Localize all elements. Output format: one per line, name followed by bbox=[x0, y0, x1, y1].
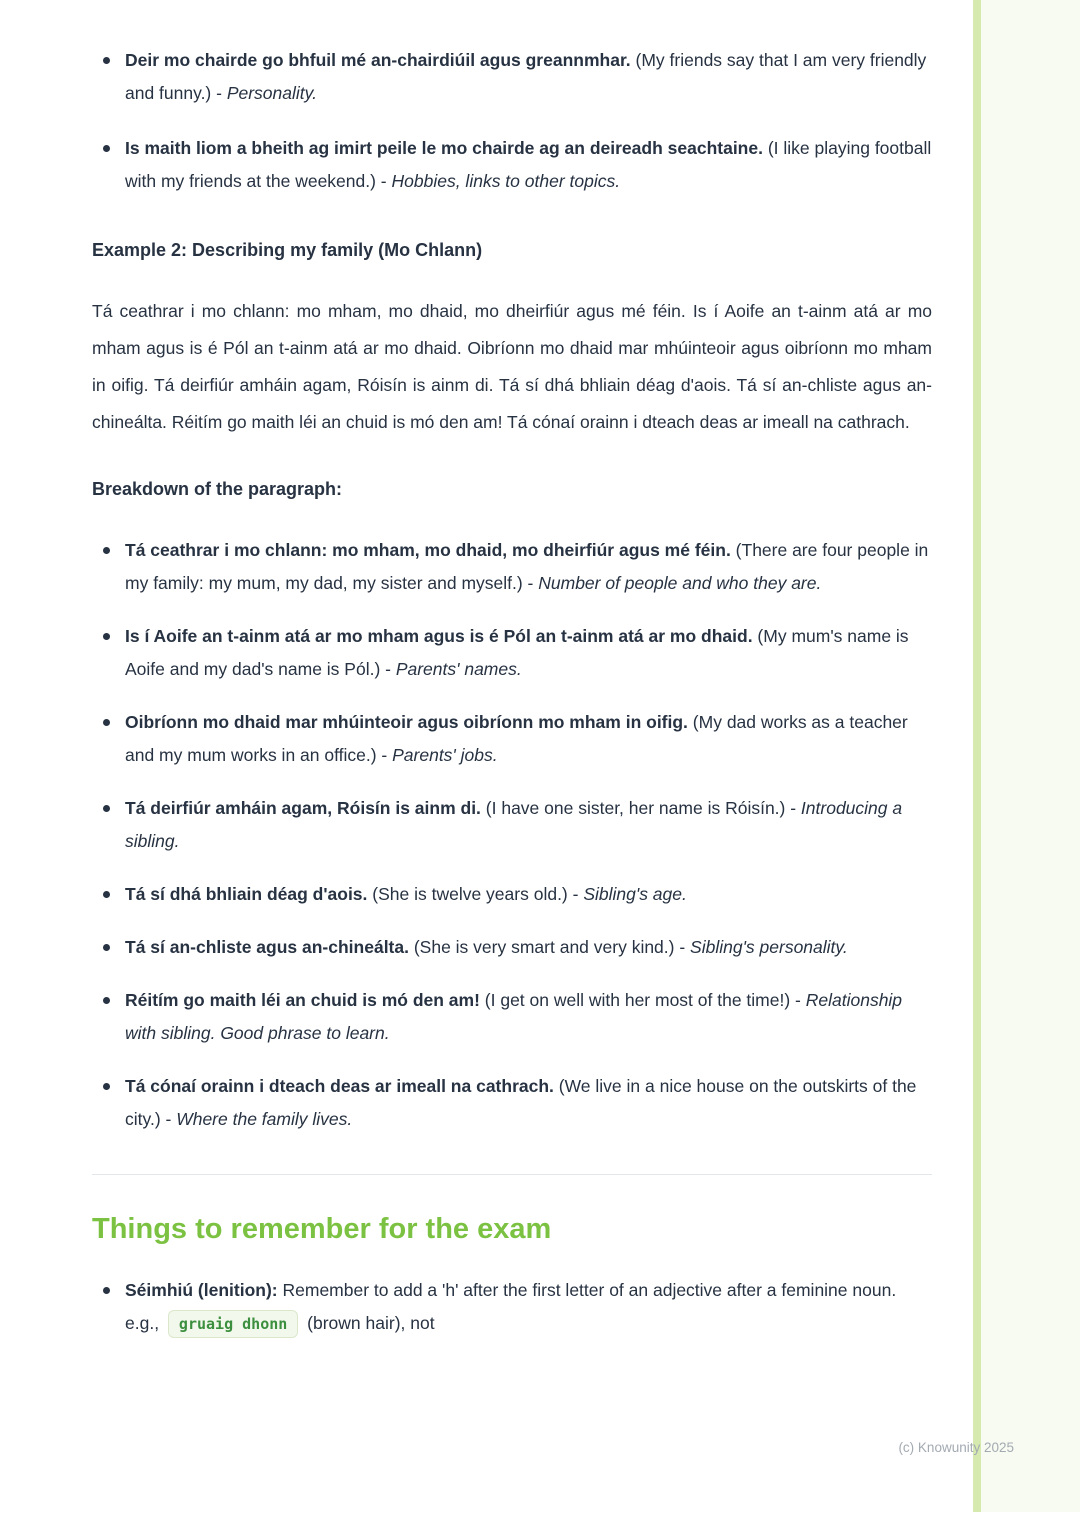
bullet-item bbox=[125, 792, 932, 858]
bullet-item bbox=[125, 44, 932, 110]
family-paragraph: Tá ceathrar i mo chlann: mo mham, mo dhaid, mo dheirfiúr agus mé féin. Is í Aoife an t-ainm atá ar mo mham agus is é Pól an t-ainm atá ar mo dhaid. Oibríonn mo dhaid mar mhúinteoir agus oibríonn mo mham in oifig. Tá deirfiúr amháin agam, Róisín is ainm di. Tá sí dhá bhliain déag d'aois. Tá sí an-chliste agus an-chineálta. Réitím go maith léi an chuid is mó den am! Tá cónaí orainn i dteach deas ar imeall na cathrach. bbox=[92, 301, 932, 432]
right-margin-tint bbox=[981, 0, 1080, 1512]
topic-label: Where the family lives. bbox=[176, 1109, 353, 1129]
explanation-text: (brown hair), not bbox=[302, 1313, 435, 1333]
topic-label: Parents' names. bbox=[395, 659, 522, 679]
section-divider bbox=[92, 1174, 932, 1175]
topic-label: Parents' jobs. bbox=[392, 745, 498, 765]
bullet-item bbox=[125, 931, 932, 964]
topic-label: Number of people and who they are. bbox=[538, 573, 822, 593]
inline-code: gruaig dhonn bbox=[168, 1310, 298, 1338]
translation-text: (She is very smart and very kind.) - bbox=[408, 937, 691, 957]
breakdown-bullet-list bbox=[92, 534, 932, 1136]
topic-label: Hobbies, links to other topics. bbox=[391, 171, 621, 191]
irish-phrase: Tá ceathrar i mo chlann: mo mham, mo dhaid, mo dheirfiúr agus mé féin. bbox=[125, 540, 731, 560]
translation-text: (My mum's name is Aoife and my dad's name is Pól.) - bbox=[125, 626, 909, 679]
translation-text: (She is twelve years old.) - bbox=[367, 884, 584, 904]
exam-section-heading: Things to remember for the exam bbox=[92, 1213, 552, 1245]
translation-text: (I like playing football with my friends at the weekend.) - bbox=[125, 138, 932, 191]
irish-phrase: Deir mo chairde go bhfuil mé an-chairdiúil agus greannmhar. bbox=[125, 50, 631, 70]
example-heading: Example 2: Describing my family (Mo Chlann) bbox=[92, 240, 483, 260]
topic-label: Sibling's personality. bbox=[690, 937, 848, 957]
translation-text: (We live in a nice house on the outskirts of the city.) - bbox=[125, 1076, 917, 1129]
intro-bullet-list bbox=[92, 44, 932, 198]
irish-phrase: Is í Aoife an t-ainm atá ar mo mham agus is é Pól an t-ainm atá ar mo dhaid. bbox=[125, 626, 753, 646]
document-content bbox=[92, 44, 932, 1362]
bullet-item bbox=[125, 706, 932, 772]
topic-label: Relationship with sibling. Good phrase to learn. bbox=[125, 990, 903, 1043]
bullet-item bbox=[125, 1274, 932, 1340]
translation-text: (I have one sister, her name is Róisín.) - bbox=[480, 798, 801, 818]
irish-phrase: Tá sí dhá bhliain déag d'aois. bbox=[125, 884, 368, 904]
right-accent-bar bbox=[973, 0, 981, 1512]
translation-text: (There are four people in my family: my mum, my dad, my sister and myself.) - bbox=[125, 540, 929, 593]
translation-text: (I get on well with her most of the time!) - bbox=[479, 990, 806, 1010]
topic-label: Introducing a sibling. bbox=[125, 798, 903, 851]
irish-phrase: Réitím go maith léi an chuid is mó den am! bbox=[125, 990, 480, 1010]
irish-phrase: Is maith liom a bheith ag imirt peile le mo chairde ag an deireadh seachtaine. bbox=[125, 138, 763, 158]
bullet-item bbox=[125, 984, 932, 1050]
bullet-item bbox=[125, 132, 932, 198]
exam-bullet-list bbox=[92, 1274, 932, 1340]
translation-text: (My friends say that I am very friendly and funny.) - bbox=[125, 50, 927, 103]
footer-credit: (c) Knowunity 2025 bbox=[898, 1440, 1014, 1455]
bullet-item bbox=[125, 1070, 932, 1136]
irish-phrase: Tá sí an-chliste agus an-chineálta. bbox=[125, 937, 409, 957]
breakdown-heading: Breakdown of the paragraph: bbox=[92, 479, 343, 499]
irish-phrase: Tá cónaí orainn i dteach deas ar imeall na cathrach. bbox=[125, 1076, 554, 1096]
topic-label: Personality. bbox=[226, 83, 317, 103]
bullet-item bbox=[125, 620, 932, 686]
irish-phrase: Oibríonn mo dhaid mar mhúinteoir agus oibríonn mo mham in oifig. bbox=[125, 712, 688, 732]
explanation-text: Remember to add a 'h' after the first letter of an adjective after a feminine noun. e.g., bbox=[125, 1280, 897, 1333]
bullet-item bbox=[125, 878, 932, 911]
irish-phrase: Tá deirfiúr amháin agam, Róisín is ainm di. bbox=[125, 798, 481, 818]
translation-text: (My dad works as a teacher and my mum works in an office.) - bbox=[125, 712, 908, 765]
topic-label: Sibling's age. bbox=[583, 884, 687, 904]
bullet-item bbox=[125, 534, 932, 600]
term-label: Séimhiú (lenition): bbox=[125, 1280, 278, 1300]
